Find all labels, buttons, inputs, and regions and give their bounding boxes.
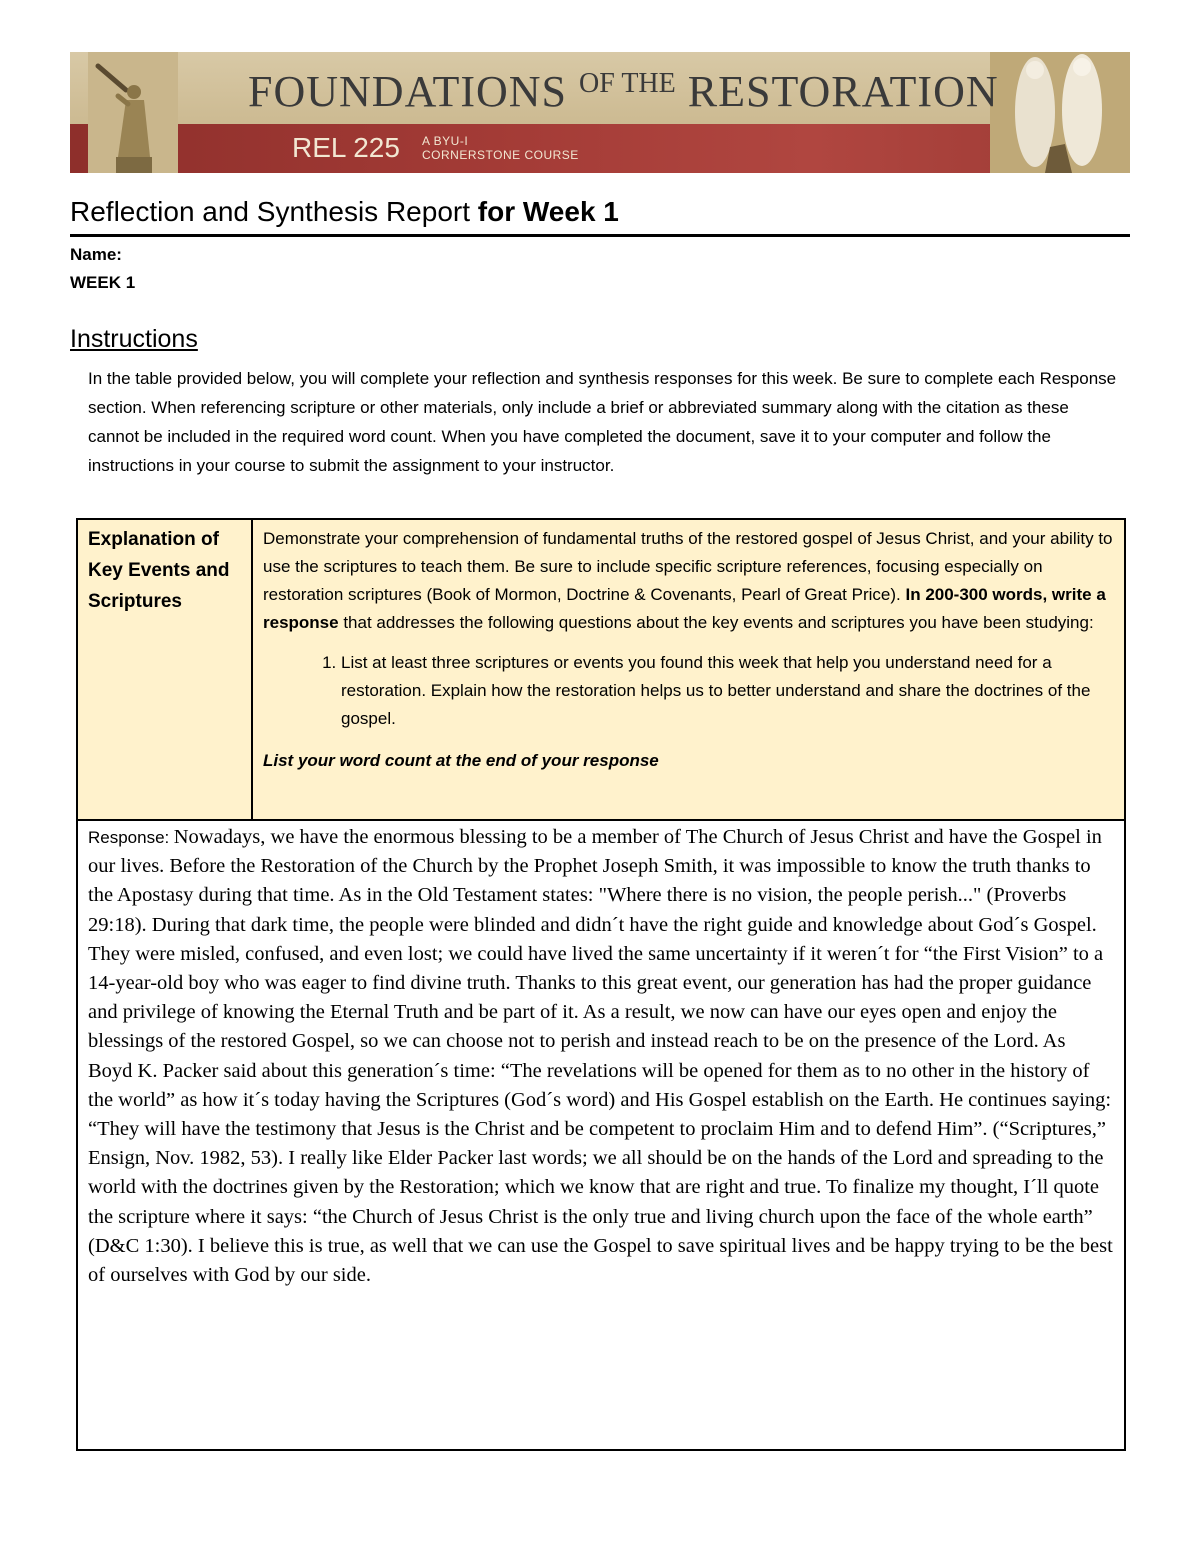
prompt-paragraph: Demonstrate your comprehension of fundamental truths of the restored gospel of Jesus Christ, and your ability to use the scriptures to teach them. Be sure to include specific scripture references, focusing especially on restoration scriptures (Book of Mormon, Doctrine & Covenants, Pearl of Great Price). In 200-300 words, write a response that addresses the following questions about the key events and scriptures you have been studying:: [263, 529, 1113, 632]
report-title: Reflection and Synthesis Report for Week 1: [70, 196, 619, 227]
banner-red-band: [70, 124, 1130, 173]
response-cell[interactable]: [78, 821, 1124, 1292]
prompt-cell: [253, 520, 1126, 819]
reflection-table: [76, 518, 1126, 1451]
course-banner: [70, 52, 1130, 173]
banner-title: FOUNDATIONS $^{OF THE}$ RESTORATION: [248, 67, 999, 116]
instructions-heading: Instructions: [70, 325, 198, 353]
response-text: Nowadays, we have the enormous blessing to be a member of The Church of Jesus Christ and have the Gospel in our lives. Before the Restoration of the Church by the Prophet Joseph Smith, it was impossible to know the truth thanks to the Apostasy during that time. As in the Old Testament states: "Where there is no vision, the people perish..." (Proverbs 29:18). During that dark time, the people were blinded and didn´t have the right guide and knowledge about God´s Gospel. They were misled, confused, and even lost; we could have lived the same uncertainty if it weren´t for “the First Vision” to a 14-year-old boy who was eager to find divine truth. Thanks to this great event, our generation has had the proper guidance and privilege of knowing the Eternal Truth and be part of it. As a result, we now can have our eyes open and enjoy the blessings of the restored Gospel, so we can choose not to perish and instead reach to be on the presence of the Lord. As Boyd K. Packer said about this generation´s time: “The revelations will be opened for them as to no other in the history of the world” as how it´s today having the Scriptures (God´s word) and His Gospel establish on the Earth. He continues saying: “They will have the testimony that Jesus is the Christ and be competent to proclaim Him and to defend Him”. (“Scriptures,” Ensign, Nov. 1982, 53). I really like Elder Packer last words; we all should be on the hands of the Lord and spreading to the world with the doctrines given by the Restoration; which we know that are right and true. To finalize my thought, I´ll quote the scripture where it says: “the Church of Jesus Christ is the only true and living church upon the face of the whole earth” (D&C 1:30). I believe this is true, as well that we can use the Gospel to save spiritual lives and be happy trying to be the best of ourselves with God by our side.: [88, 826, 1113, 1287]
question-list: [263, 649, 1116, 733]
angel-moroni-statue-icon: [88, 52, 178, 173]
name-label: Name:: [70, 245, 122, 264]
week-label: WEEK 1: [70, 273, 136, 292]
word-count-note: List your word count at the end of your response: [263, 751, 659, 770]
banner-course-subtitle: A BYU-I CORNERSTONE COURSE: [422, 134, 579, 162]
title-divider: [70, 234, 1130, 237]
section-label: Explanation of Key Events and Scriptures: [78, 520, 253, 819]
list-item: 1. List at least three scriptures or events you found this week that help you understand need for a restoration. Explain how the restoration helps us to better understand and share the doctrines of the gospel.: [341, 649, 1116, 733]
prompt-row: [78, 520, 1124, 821]
banner-course-code: REL 225: [292, 132, 400, 163]
angels-painting-icon: [990, 52, 1130, 173]
instructions-text: In the table provided below, you will complete your reflection and synthesis responses for this week. Be sure to complete each Response section. When referencing scripture or other materials, only include a brief or abbreviated summary along with the citation as these cannot be included in the required word count. When you have completed the document, save it to your computer and follow the instructions in your course to submit the assignment to your instructor.: [88, 369, 1117, 475]
response-label: Response:: [88, 828, 170, 847]
